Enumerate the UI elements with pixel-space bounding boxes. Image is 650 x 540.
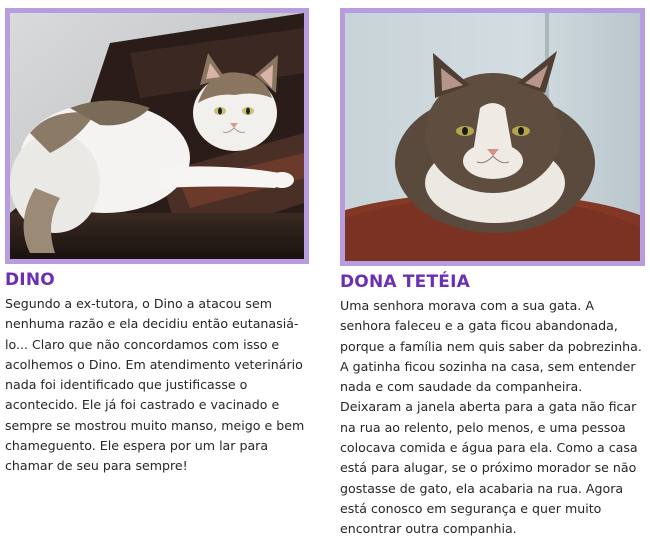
cat-card-dino [5, 8, 309, 477]
cat-bio-dona-teteia: Uma senhora morava com a sua gata. A senhora faleceu e a gata ficou abandonada, porque a família nem quis saber da pobrezinha. A gatinha ficou sozinha na casa, sem entender nada e com saudade da companheira. Deixaram a janela aberta para a gata não ficar na rua ao relento, pelo menos, e uma pessoa colocava comida e água para ela. Como a casa está para alugar, se o próximo morador se não gostasse de gato, ela acabaria na rua. Agora está conosco em segurança e quer muito encontrar outra companhia. [340, 298, 642, 537]
cat-card-dona-teteia [340, 8, 644, 540]
dino-photo-illustration [10, 13, 304, 259]
cat-bio-dino: Segundo a ex-tutora, o Dino a atacou sem nenhuma razão e ela decidiu então eutanasiá-lo... Claro que não concordamos com isso e acolhemos o Dino. Em atendimento veterinário nada foi identificado que justificasse o acontecido. Ele já foi castrado e vacinado e sempre se mostrou muito manso, meigo e bem chameguento. Ele espera por um lar para chamar de seu para sempre! [5, 296, 305, 474]
cat-photo-dino [5, 8, 309, 264]
dona-teteia-photo-illustration [345, 13, 640, 261]
cat-name-dino: DINO [5, 270, 55, 290]
cat-name-dona-teteia: DONA TETÉIA [340, 272, 470, 292]
cat-photo-dona-teteia [340, 8, 645, 266]
